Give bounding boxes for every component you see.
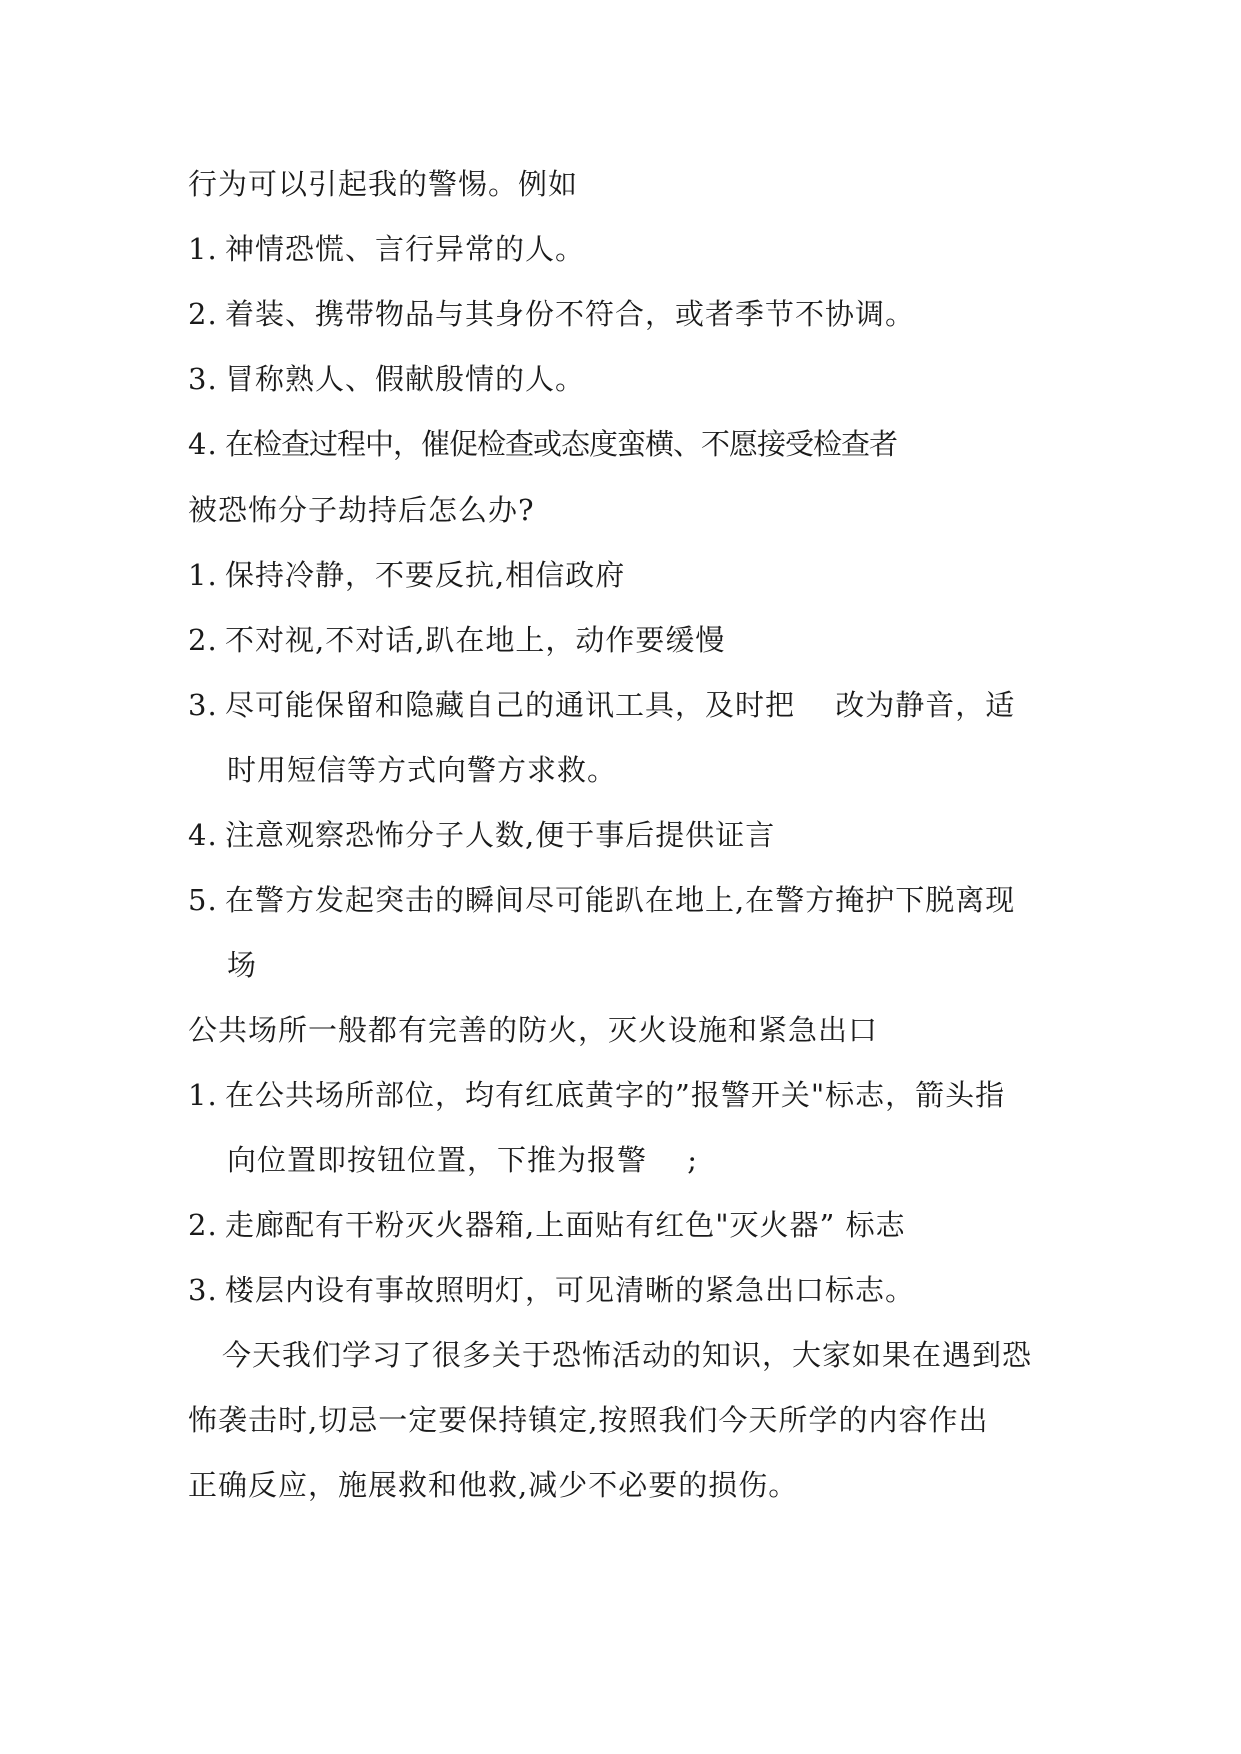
list-number: 4.: [188, 427, 218, 461]
list-text: 不对视,不对话,趴在地上，动作要缓慢: [225, 623, 726, 657]
list-number: 3.: [188, 362, 218, 396]
closing-paragraph-line: 正确反应，施展救和他救,减少不必要的损伤。: [188, 1468, 799, 1502]
list-text: 注意观察恐怖分子人数,便于事后提供证言: [225, 818, 776, 852]
section-heading-hijack: 被恐怖分子劫持后怎么办?: [188, 493, 535, 527]
list-number: 3.: [188, 688, 218, 722]
list-text: 冒称熟人、假献殷情的人。: [225, 362, 586, 396]
list-number: 2.: [188, 1208, 218, 1242]
list-number: 1.: [188, 558, 218, 592]
list-text: 着装、携带物品与其身份不符合，或者季节不协调。: [225, 297, 916, 331]
list-number: 3.: [188, 1273, 218, 1307]
list-item: [188, 292, 915, 333]
list-text: 在检查过程中，催促检查或态度蛮横、不愿接受检查者: [225, 427, 898, 461]
list-text: 在公共场所部位，均有红底黄字的”报警开关"标志，箭头指: [225, 1078, 1006, 1112]
list-item-continuation: 向位置即按钮位置，下推为报警 ;: [227, 1143, 698, 1177]
list-text: 保持冷静，不要反抗,相信政府: [225, 558, 626, 592]
list-item: [188, 1073, 1005, 1114]
list-number: 2.: [188, 297, 218, 331]
list-item: [188, 683, 1015, 724]
list-text: 在警方发起突击的瞬间尽可能趴在地上,在警方掩护下脱离现: [225, 883, 1016, 917]
list-item-continuation: 时用短信等方式向警方求救。: [227, 753, 618, 787]
list-item: [188, 618, 725, 659]
list-item: [188, 878, 1015, 919]
list-text: 楼层内设有事故照明灯，可见清晰的紧急出口标志。: [225, 1273, 916, 1307]
list-number: 5.: [188, 883, 218, 917]
list-item: [188, 1268, 915, 1309]
list-number: 1.: [188, 232, 218, 266]
list-item: [188, 227, 585, 268]
list-item-continuation: 场: [227, 948, 258, 982]
list-number: 4.: [188, 818, 218, 852]
list-number: 1.: [188, 1078, 218, 1112]
list-item: [188, 357, 585, 398]
list-text: 神情恐慌、言行异常的人。: [225, 232, 586, 266]
closing-paragraph-line: 怖袭击时,切忌一定要保持镇定,按照我们今天所学的内容作出: [188, 1403, 989, 1437]
list-item: [188, 813, 775, 854]
list-text: 尽可能保留和隐藏自己的通讯工具，及时把 改为静音，适: [225, 688, 1016, 722]
list-item: [188, 553, 625, 594]
closing-paragraph-line: 今天我们学习了很多关于恐怖活动的知识，大家如果在遇到恐: [222, 1338, 1033, 1372]
intro-line: 行为可以引起我的警惕。例如: [188, 167, 579, 201]
list-number: 2.: [188, 623, 218, 657]
list-text: 走廊配有干粉灭火器箱,上面贴有红色"灭火器” 标志: [225, 1208, 906, 1242]
list-item: [188, 1203, 906, 1244]
section-heading-fire: 公共场所一般都有完善的防火，灭火设施和紧急出口: [188, 1013, 879, 1047]
list-item: [188, 422, 897, 463]
